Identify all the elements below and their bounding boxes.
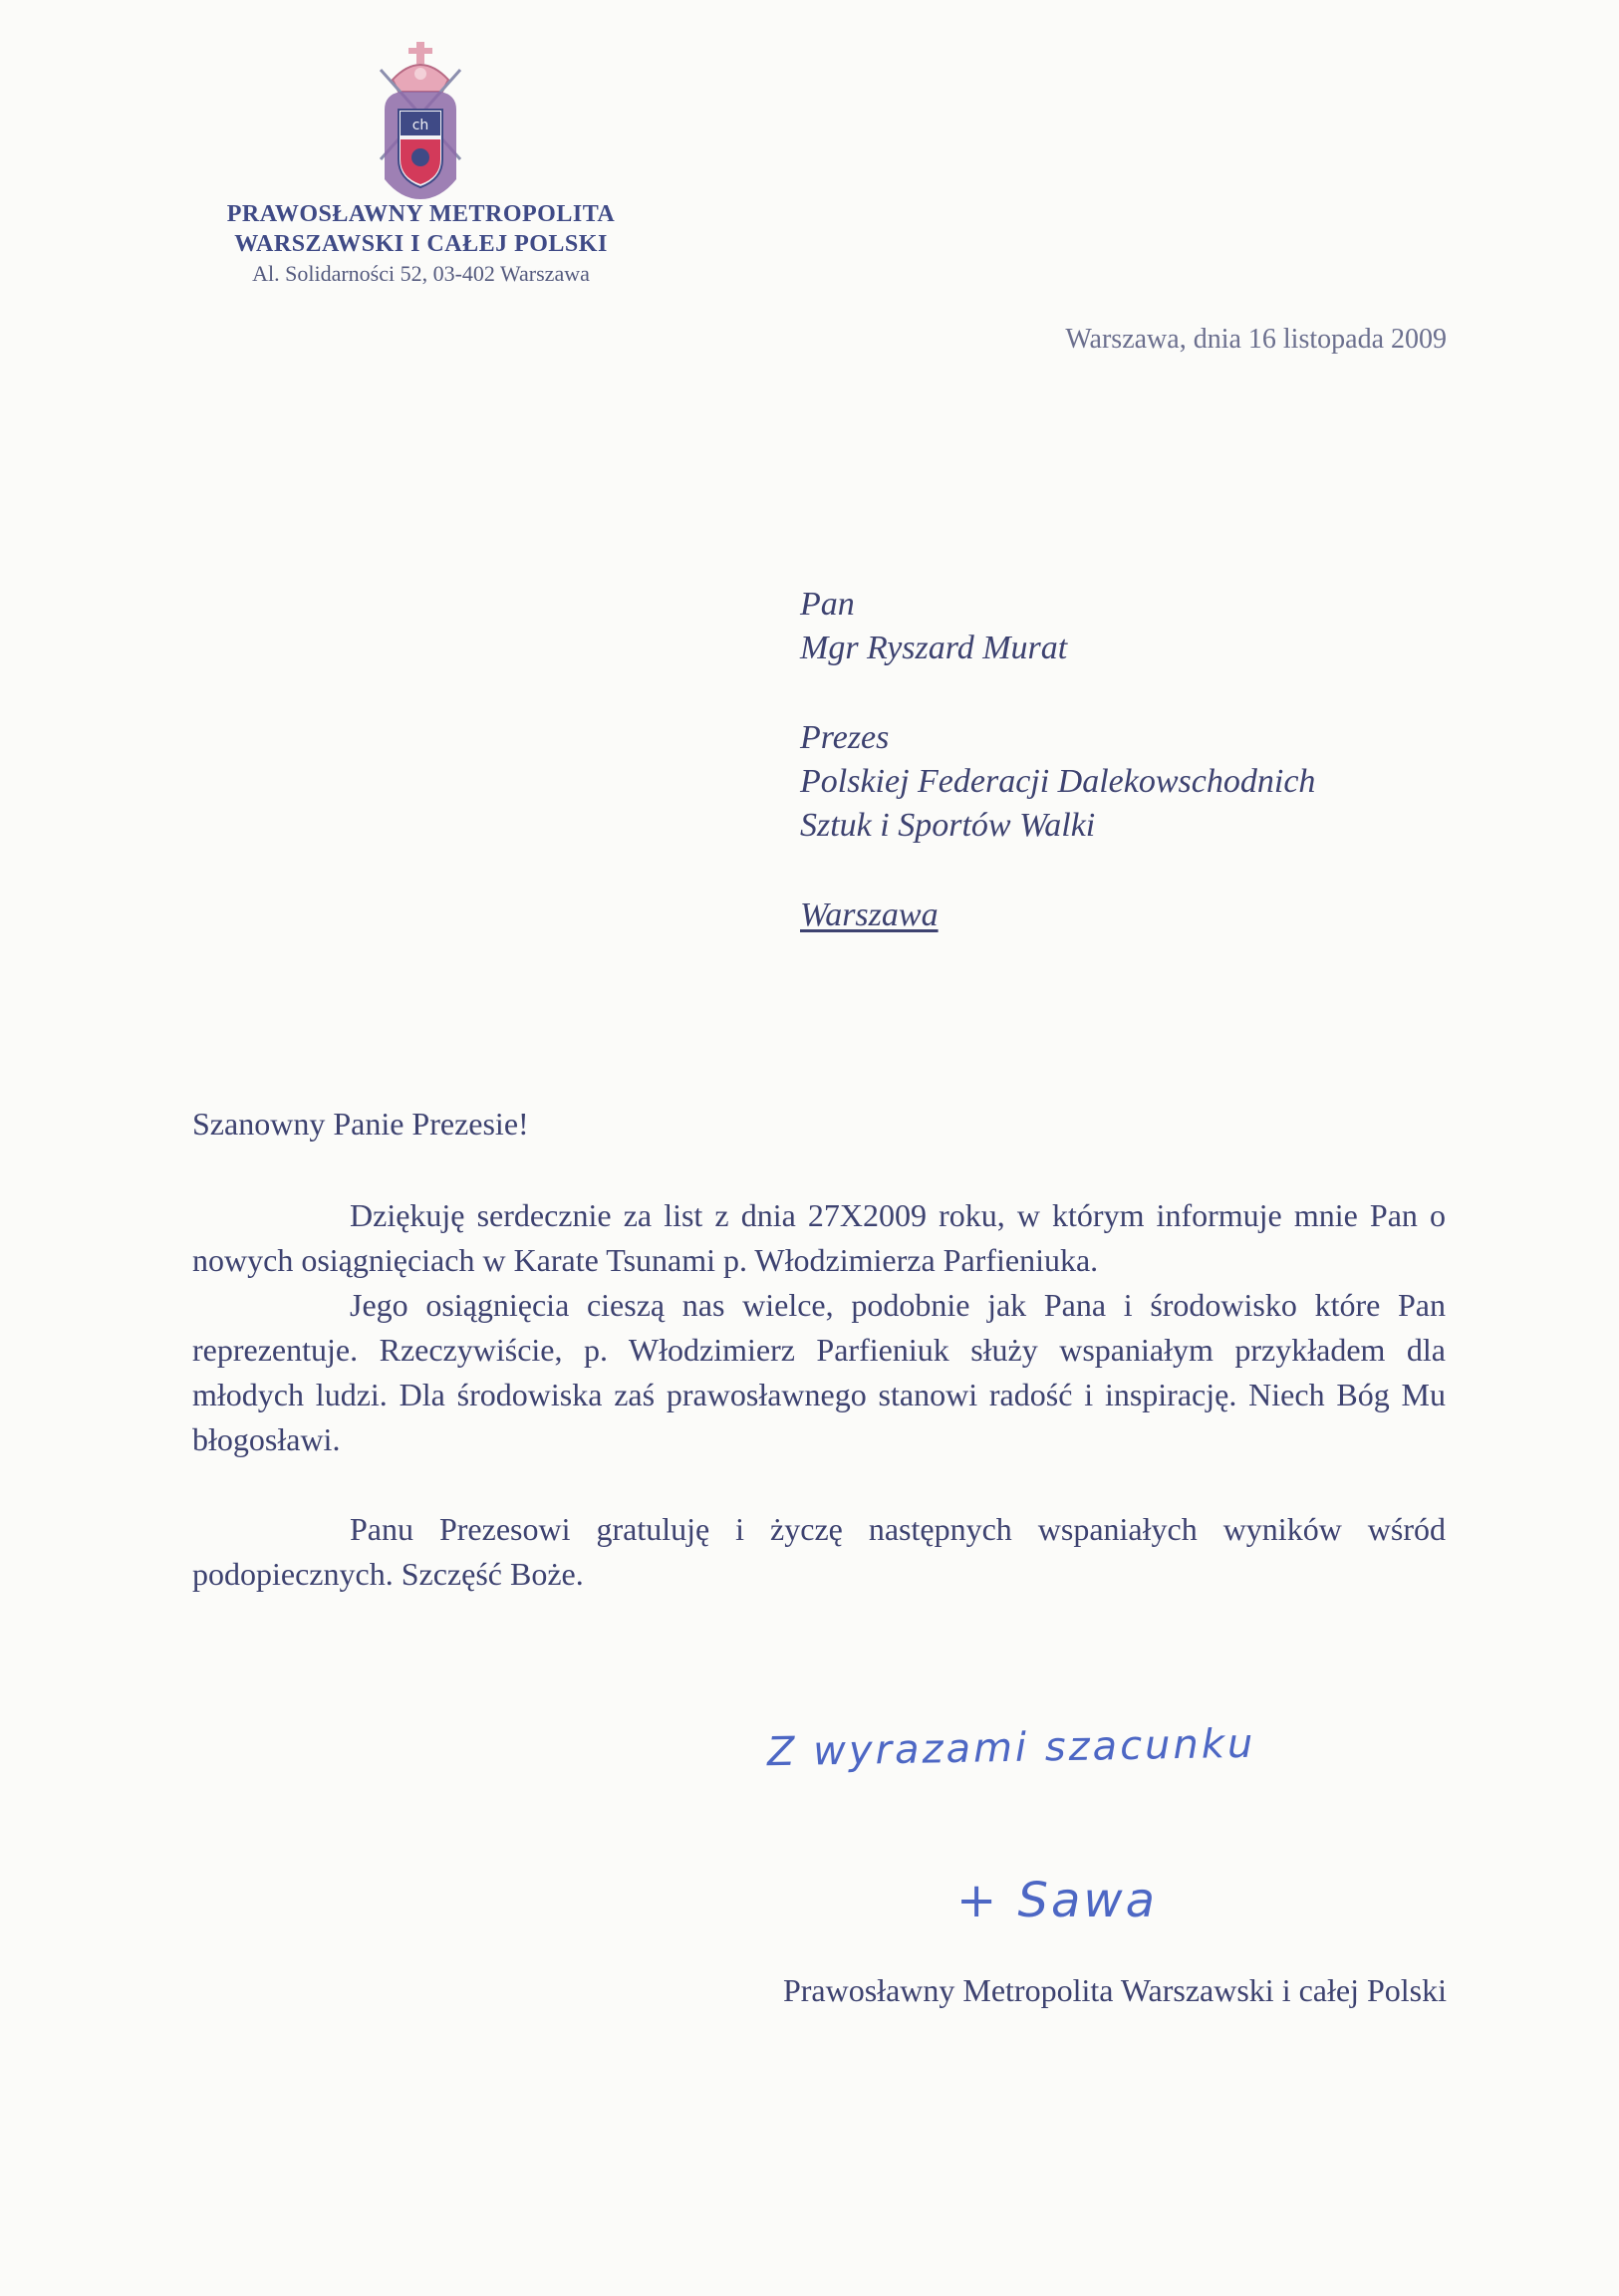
handwritten-signature: + Sawa xyxy=(956,1873,1159,1928)
paragraph-2: Jego osiągnięcia cieszą nas wielce, podobnie jak Pana i środowisko które Pan reprezentuje. Rzeczywiście, p. Włodzimierz Parfieniuk służy wspaniałym przykładem dla młodych ludzi. Dla środowiska zaś prawosławnego stanowi radość i inspirację. Niech Bóg Mu błogosławi. xyxy=(192,1287,1446,1457)
letterhead-line-2: WARSZAWSKI I CAŁEJ POLSKI xyxy=(234,231,608,257)
paragraph-1: Dziękuję serdecznie za list z dnia 27X2009 roku, w którym informuje mnie Pan o nowych osiągnięciach w Karate Tsunami p. Włodzimierza Parfieniuka. xyxy=(192,1197,1446,1278)
letterhead-address: Al. Solidarności 52, 03-402 Warszawa xyxy=(252,261,590,286)
recipient-line-1: Pan xyxy=(800,586,855,623)
recipient-line-3: Prezes xyxy=(800,719,890,756)
recipient-line-5: Sztuk i Sportów Walki xyxy=(800,807,1096,844)
paragraph-3: Panu Prezesowi gratuluję i życzę następnych wspaniałych wyników wśród podopiecznych. Szczęść Boże. xyxy=(192,1511,1446,1592)
letterhead xyxy=(159,199,682,289)
signoff: Prawosławny Metropolita Warszawski i całej Polski xyxy=(782,1972,1447,2008)
letter-body xyxy=(192,1193,1446,1597)
letterhead-line-1: PRAWOSŁAWNY METROPOLITA xyxy=(226,201,616,227)
recipient-block xyxy=(800,583,1315,937)
recipient-line-4: Polskiej Federacji Dalekowschodnich xyxy=(800,763,1316,800)
svg-text:ch: ch xyxy=(411,118,429,133)
recipient-line-2: Mgr Ryszard Murat xyxy=(800,630,1068,666)
handwritten-closing: Z wyrazami szacunku xyxy=(766,1720,1256,1776)
salutation: Szanowny Panie Prezesie! xyxy=(192,1106,529,1142)
recipient-city: Warszawa xyxy=(800,896,939,933)
letter-date: Warszawa, dnia 16 listopada 2009 xyxy=(1065,324,1447,355)
coat-of-arms-icon xyxy=(371,40,470,204)
